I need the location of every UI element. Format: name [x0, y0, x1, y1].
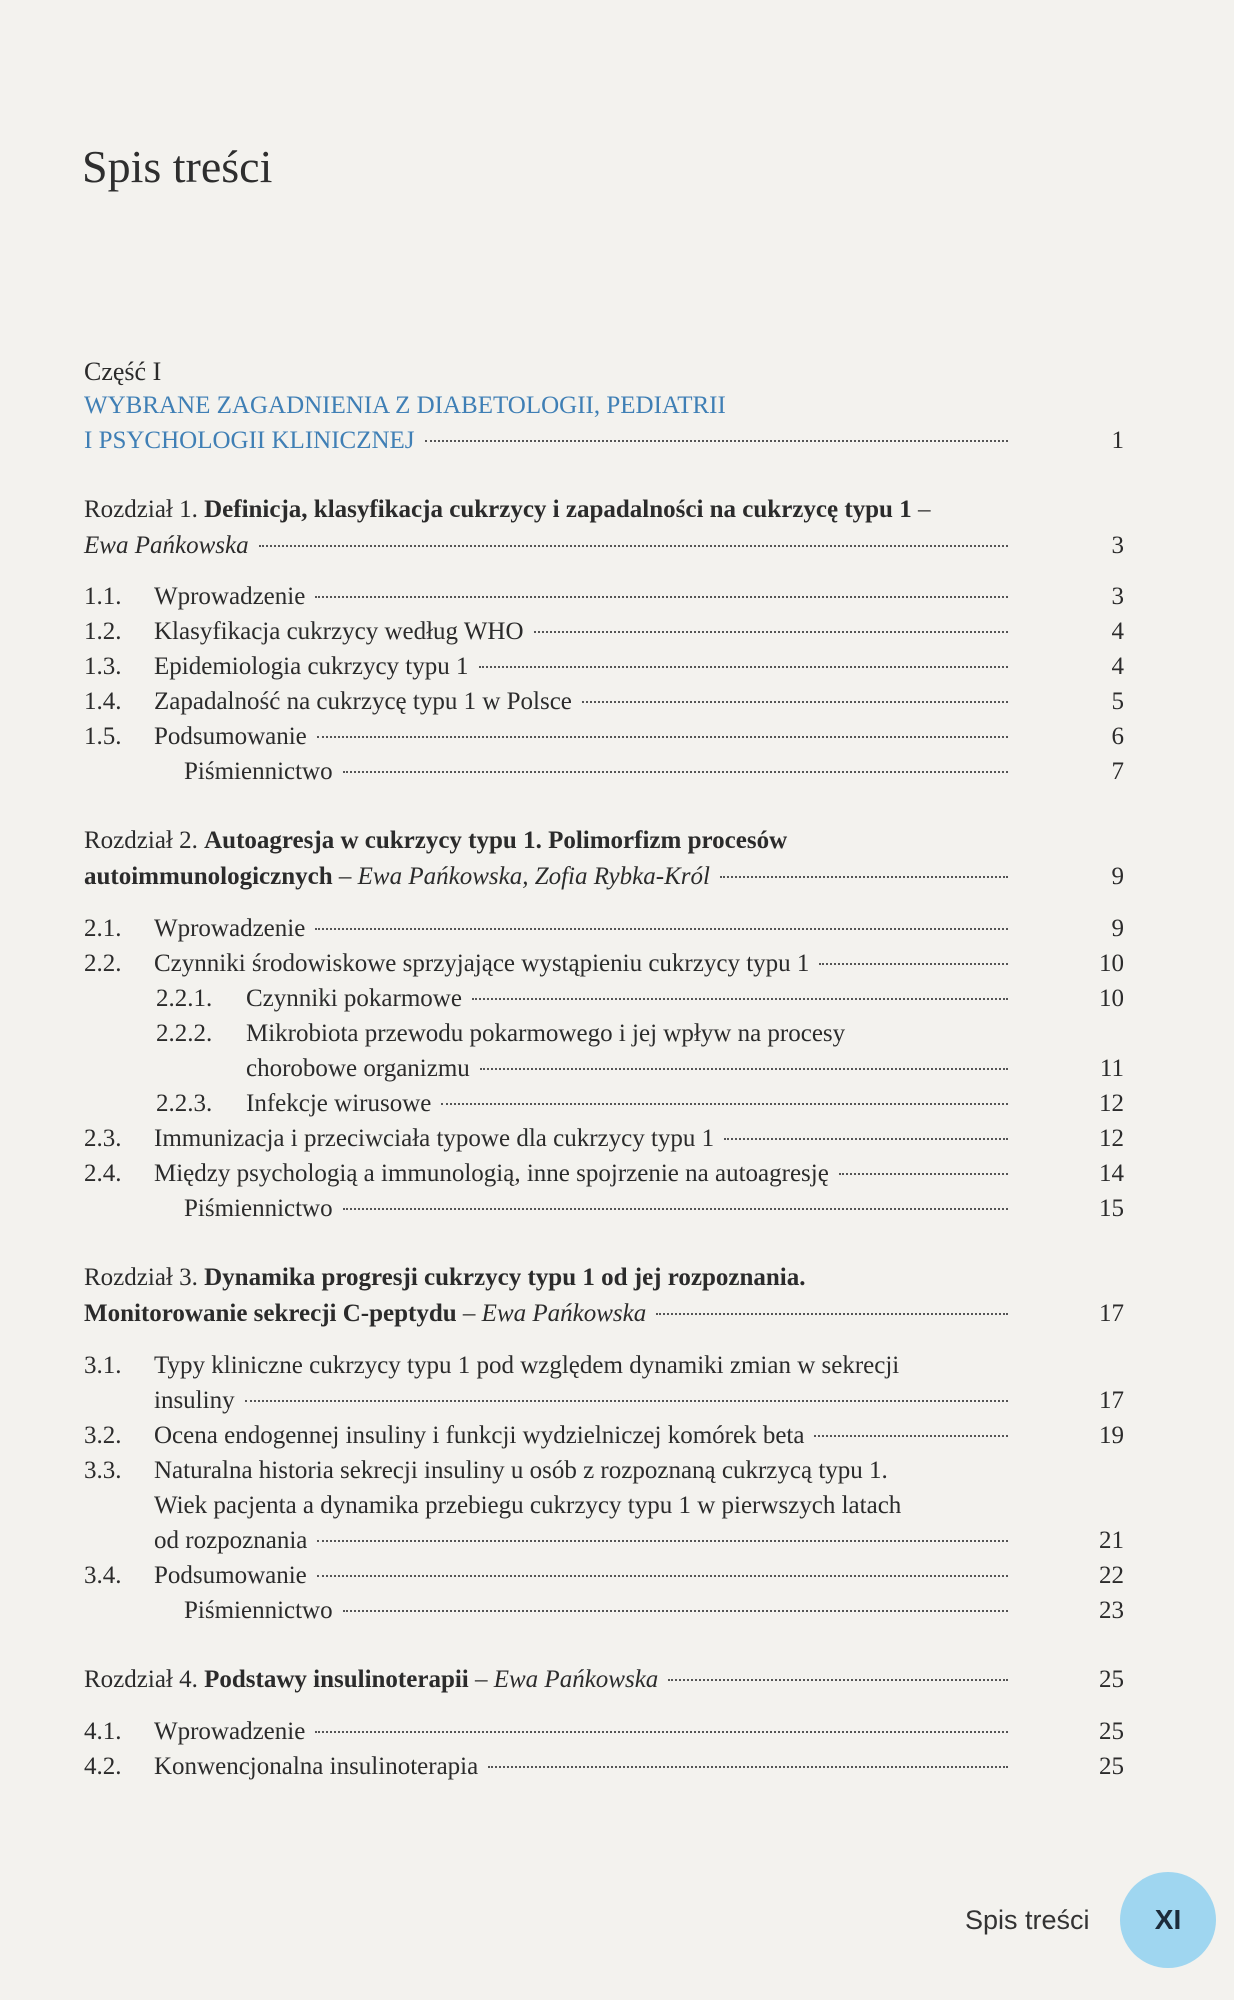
leader-dots	[425, 440, 1008, 442]
leader-dots	[472, 998, 1008, 1000]
section-number: 4.2.	[84, 1753, 122, 1780]
page-number: 22	[1099, 1562, 1124, 1589]
section-number: 1.5.	[84, 723, 122, 750]
leader-dots	[315, 596, 1008, 598]
leader-dots	[668, 1679, 1008, 1681]
leader-dots	[582, 701, 1008, 703]
leader-dots	[259, 545, 1008, 547]
section-title-cont: od rozpoznania	[154, 1527, 308, 1554]
section-number: 2.2.3.	[156, 1090, 213, 1117]
chapter-4-heading	[84, 1662, 1124, 1698]
section-number: 3.4.	[84, 1562, 122, 1589]
chapter-prefix: Rozdział 3.	[84, 1264, 198, 1291]
running-footer-label: Spis treści	[965, 1905, 1090, 1935]
section-title: Podsumowanie	[154, 723, 307, 750]
leader-dots	[343, 1610, 1008, 1612]
section-title-cont: insuliny	[154, 1387, 235, 1414]
section-title: Czynniki środowiskowe sprzyjające wystąpieniu cukrzycy typu 1	[154, 950, 810, 977]
section-title: Piśmiennictwo	[184, 758, 333, 785]
page-number: 1	[1111, 427, 1124, 454]
chapter-title: Podstawy insulinoterapii	[204, 1666, 469, 1693]
section-title: Immunizacja i przeciwciała typowe dla cukrzycy typu 1	[154, 1125, 715, 1152]
section-number: 3.1.	[84, 1352, 122, 1379]
toc-entry-cont: Wiek pacjenta a dynamika przebiegu cukrzycy typu 1 w pierwszych latach	[154, 1492, 902, 1519]
section-number: 3.3.	[84, 1457, 122, 1484]
page-title: Spis treści	[82, 141, 273, 192]
part-title-row	[84, 423, 1124, 458]
toc-entry-bibliography	[84, 1593, 1124, 1628]
chapter-3-heading	[84, 1260, 1124, 1296]
section-title: Konwencjonalna insulinoterapia	[154, 1753, 479, 1780]
chapter-1-author-row	[84, 528, 1124, 563]
page-number: 4	[1111, 618, 1124, 645]
section-number: 4.1.	[84, 1718, 122, 1745]
leader-dots	[315, 1731, 1008, 1733]
toc-entry	[84, 911, 1124, 946]
toc-entry	[84, 1453, 1124, 1488]
separator: –	[462, 1300, 476, 1327]
leader-dots	[814, 1435, 1008, 1437]
chapter-author: Ewa Pańkowska	[481, 1300, 647, 1327]
toc-entry	[84, 719, 1124, 754]
section-title: Mikrobiota przewodu pokarmowego i jej wpływ na procesy	[246, 1020, 846, 1047]
chapter-heading-text	[84, 1662, 658, 1698]
leader-dots	[480, 1068, 1008, 1070]
chapter-author: Ewa Pańkowska	[84, 532, 249, 559]
toc-entry-cont	[84, 1523, 1124, 1558]
page-number: 25	[1099, 1666, 1124, 1693]
page-number: 25	[1099, 1718, 1124, 1745]
section-number: 2.2.1.	[156, 985, 213, 1012]
toc-entry	[84, 614, 1124, 649]
separator: –	[474, 1666, 488, 1693]
chapter-author: Ewa Pańkowska	[493, 1666, 659, 1693]
chapter-title-cont	[84, 859, 710, 895]
leader-dots	[656, 1313, 1008, 1315]
section-title: Czynniki pokarmowe	[246, 985, 462, 1012]
chapter-title-cont	[84, 1296, 646, 1332]
page-number: 19	[1099, 1422, 1124, 1449]
toc-entry	[84, 981, 1124, 1016]
part-title-line2: I PSYCHOLOGII KLINICZNEJ	[84, 427, 415, 454]
toc-entry-cont	[84, 1383, 1124, 1418]
leader-dots	[819, 963, 1008, 965]
chapter-1-heading	[84, 492, 1124, 528]
section-title: Typy kliniczne cukrzycy typu 1 pod względem dynamiki zmian w sekrecji	[154, 1352, 900, 1379]
leader-dots	[343, 1208, 1008, 1210]
section-number: 2.2.	[84, 950, 122, 977]
separator: –	[338, 863, 352, 890]
chapter-prefix: Rozdział 4.	[84, 1666, 198, 1693]
section-title: Naturalna historia sekrecji insuliny u osób z rozpoznaną cukrzycą typu 1.	[154, 1457, 888, 1484]
page-number: 10	[1099, 985, 1124, 1012]
section-number: 1.3.	[84, 653, 122, 680]
toc-entry	[84, 1749, 1124, 1784]
leader-dots	[488, 1766, 1008, 1768]
toc-entry	[84, 1121, 1124, 1156]
leader-dots	[720, 876, 1008, 878]
section-title-cont: chorobowe organizmu	[246, 1055, 470, 1082]
toc-entry	[84, 1558, 1124, 1593]
leader-dots	[343, 771, 1008, 773]
toc-entry	[84, 1348, 1124, 1383]
page-number: 23	[1099, 1597, 1124, 1624]
toc-entry	[84, 946, 1124, 981]
toc-entry	[84, 1156, 1124, 1191]
page-number-badge: XI	[1120, 1872, 1216, 1968]
chapter-title: Autoagresja w cukrzycy typu 1. Polimorfizm procesów	[204, 827, 788, 854]
leader-dots	[315, 928, 1008, 930]
section-title: Ocena endogennej insuliny i funkcji wydzielniczej komórek beta	[154, 1422, 805, 1449]
page-number: 14	[1099, 1160, 1124, 1187]
section-title: Między psychologią a immunologią, inne spojrzenie na autoagresję	[154, 1160, 829, 1187]
page-number: 6	[1111, 723, 1124, 750]
leader-dots	[724, 1138, 1008, 1140]
page-number: 17	[1099, 1387, 1124, 1414]
section-title: Wprowadzenie	[154, 1718, 306, 1745]
part-label: Część I	[84, 357, 162, 386]
section-number: 2.4.	[84, 1160, 122, 1187]
section-number: 2.1.	[84, 915, 122, 942]
section-title: Zapadalność na cukrzycę typu 1 w Polsce	[154, 688, 572, 715]
toc-entry	[84, 579, 1124, 614]
page-number: 11	[1099, 1055, 1124, 1082]
chapter-2-author-row	[84, 859, 1124, 895]
chapter-title-line2: Monitorowanie sekrecji C-peptydu	[84, 1300, 457, 1327]
leader-dots	[441, 1103, 1008, 1105]
page-number: 15	[1099, 1195, 1124, 1222]
section-title: Podsumowanie	[154, 1562, 307, 1589]
chapter-3-author-row	[84, 1296, 1124, 1332]
toc-entry	[84, 1418, 1124, 1453]
section-number: 2.3.	[84, 1125, 122, 1152]
toc-entry	[84, 1016, 1124, 1051]
page-number: 10	[1099, 950, 1124, 977]
chapter-author: Ewa Pańkowska, Zofia Rybka-Król	[357, 863, 710, 890]
leader-dots	[534, 631, 1008, 633]
page-number: 25	[1099, 1753, 1124, 1780]
leader-dots	[839, 1173, 1008, 1175]
leader-dots	[479, 666, 1008, 668]
section-title: Wprowadzenie	[154, 915, 306, 942]
section-title: Piśmiennictwo	[184, 1597, 333, 1624]
leader-dots	[317, 1575, 1008, 1577]
section-title: Epidemiologia cukrzycy typu 1	[154, 653, 469, 680]
page-number: 17	[1099, 1300, 1124, 1327]
section-number: 3.2.	[84, 1422, 122, 1449]
section-title: Piśmiennictwo	[184, 1195, 333, 1222]
toc-entry-bibliography	[84, 1191, 1124, 1226]
section-title: Infekcje wirusowe	[246, 1090, 432, 1117]
separator: –	[917, 496, 931, 523]
page-number: 12	[1099, 1090, 1124, 1117]
page-number: 12	[1099, 1125, 1124, 1152]
toc-entry-bibliography	[84, 754, 1124, 789]
toc-entry-cont	[84, 1051, 1124, 1086]
table-of-contents	[84, 355, 1124, 1784]
leader-dots	[317, 736, 1008, 738]
section-number: 2.2.2.	[156, 1020, 213, 1047]
page-number: 3	[1111, 532, 1124, 559]
page-number: 5	[1111, 688, 1124, 715]
chapter-prefix: Rozdział 1.	[84, 496, 198, 523]
section-number: 1.2.	[84, 618, 122, 645]
page-number: 4	[1111, 653, 1124, 680]
section-title: Klasyfikacja cukrzycy według WHO	[154, 618, 524, 645]
chapter-prefix: Rozdział 2.	[84, 827, 198, 854]
part-title-line1: WYBRANE ZAGADNIENIA Z DIABETOLOGII, PEDIATRII	[84, 392, 726, 419]
page-number: 9	[1111, 863, 1124, 890]
page-number: 9	[1111, 915, 1124, 942]
chapter-2-heading	[84, 823, 1124, 859]
section-number: 1.1.	[84, 583, 122, 610]
leader-dots	[317, 1540, 1008, 1542]
section-title: Wprowadzenie	[154, 583, 306, 610]
chapter-title: Definicja, klasyfikacja cukrzycy i zapadalności na cukrzycę typu 1	[204, 496, 912, 523]
toc-entry	[84, 1714, 1124, 1749]
leader-dots	[245, 1400, 1008, 1402]
chapter-title: Dynamika progresji cukrzycy typu 1 od jej rozpoznania.	[204, 1264, 806, 1291]
toc-entry	[84, 1086, 1124, 1121]
toc-entry	[84, 684, 1124, 719]
page-number: 7	[1111, 758, 1124, 785]
toc-entry	[84, 649, 1124, 684]
page-number: 21	[1099, 1527, 1124, 1554]
page-number: 3	[1111, 583, 1124, 610]
chapter-title-line2: autoimmunologicznych	[84, 863, 333, 890]
section-number: 1.4.	[84, 688, 122, 715]
